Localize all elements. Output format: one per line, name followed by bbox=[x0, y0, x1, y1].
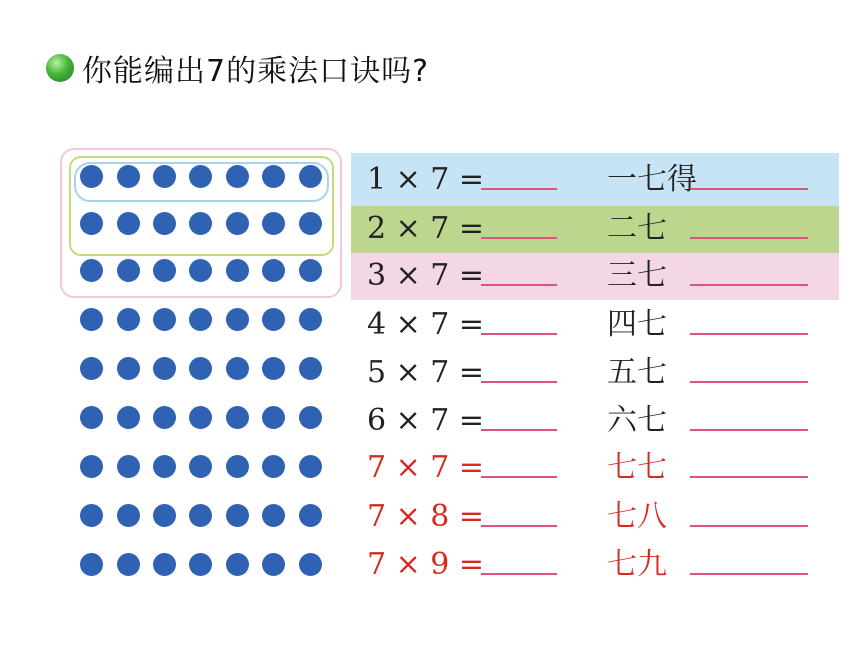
equation-text: 7 × 8 = bbox=[367, 499, 485, 534]
rhyme-blank[interactable] bbox=[690, 573, 808, 575]
answer-blank[interactable] bbox=[481, 188, 557, 190]
rhyme-text: 七九 bbox=[607, 547, 667, 582]
rhyme-text: 一七得 bbox=[607, 162, 697, 197]
equation-text: 7 × 9 = bbox=[367, 547, 485, 582]
equation-text: 7 × 7 = bbox=[367, 450, 485, 485]
rhyme-blank[interactable] bbox=[690, 429, 808, 431]
table-row bbox=[0, 256, 860, 296]
question-title bbox=[46, 40, 429, 96]
rhyme-text: 三七 bbox=[607, 258, 667, 293]
equation-text: 4 × 7 = bbox=[367, 307, 485, 342]
rhyme-blank[interactable] bbox=[690, 476, 808, 478]
table-row bbox=[0, 305, 860, 345]
rhyme-blank[interactable] bbox=[690, 525, 808, 527]
equation-text: 1 × 7 = bbox=[367, 162, 485, 197]
equation-text: 3 × 7 = bbox=[367, 258, 485, 293]
answer-blank[interactable] bbox=[481, 237, 557, 239]
table-row bbox=[0, 448, 860, 488]
question-text: 你能编出7的乘法口诀吗? bbox=[82, 54, 430, 89]
rhyme-blank[interactable] bbox=[690, 381, 808, 383]
rhyme-blank[interactable] bbox=[690, 333, 808, 335]
rhyme-text: 七七 bbox=[607, 450, 667, 485]
answer-blank[interactable] bbox=[481, 333, 557, 335]
answer-blank[interactable] bbox=[481, 573, 557, 575]
rhyme-blank[interactable] bbox=[690, 188, 808, 190]
table-row bbox=[0, 209, 860, 249]
rhyme-text: 二七 bbox=[607, 211, 667, 246]
answer-blank[interactable] bbox=[481, 429, 557, 431]
answer-blank[interactable] bbox=[481, 284, 557, 286]
answer-blank[interactable] bbox=[481, 525, 557, 527]
rhyme-text: 四七 bbox=[607, 307, 667, 342]
rhyme-text: 六七 bbox=[607, 403, 667, 438]
answer-blank[interactable] bbox=[481, 381, 557, 383]
equation-text: 6 × 7 = bbox=[367, 403, 485, 438]
answer-blank[interactable] bbox=[481, 476, 557, 478]
rhyme-blank[interactable] bbox=[690, 237, 808, 239]
rhyme-text: 七八 bbox=[607, 499, 667, 534]
equation-text: 2 × 7 = bbox=[367, 211, 485, 246]
rhyme-blank[interactable] bbox=[690, 284, 808, 286]
table-row bbox=[0, 160, 860, 200]
rhyme-text: 五七 bbox=[607, 355, 667, 390]
table-row bbox=[0, 545, 860, 585]
table-row bbox=[0, 401, 860, 441]
table-row bbox=[0, 353, 860, 393]
green-bullet-icon bbox=[46, 54, 74, 82]
table-row bbox=[0, 497, 860, 537]
equation-text: 5 × 7 = bbox=[367, 355, 485, 390]
